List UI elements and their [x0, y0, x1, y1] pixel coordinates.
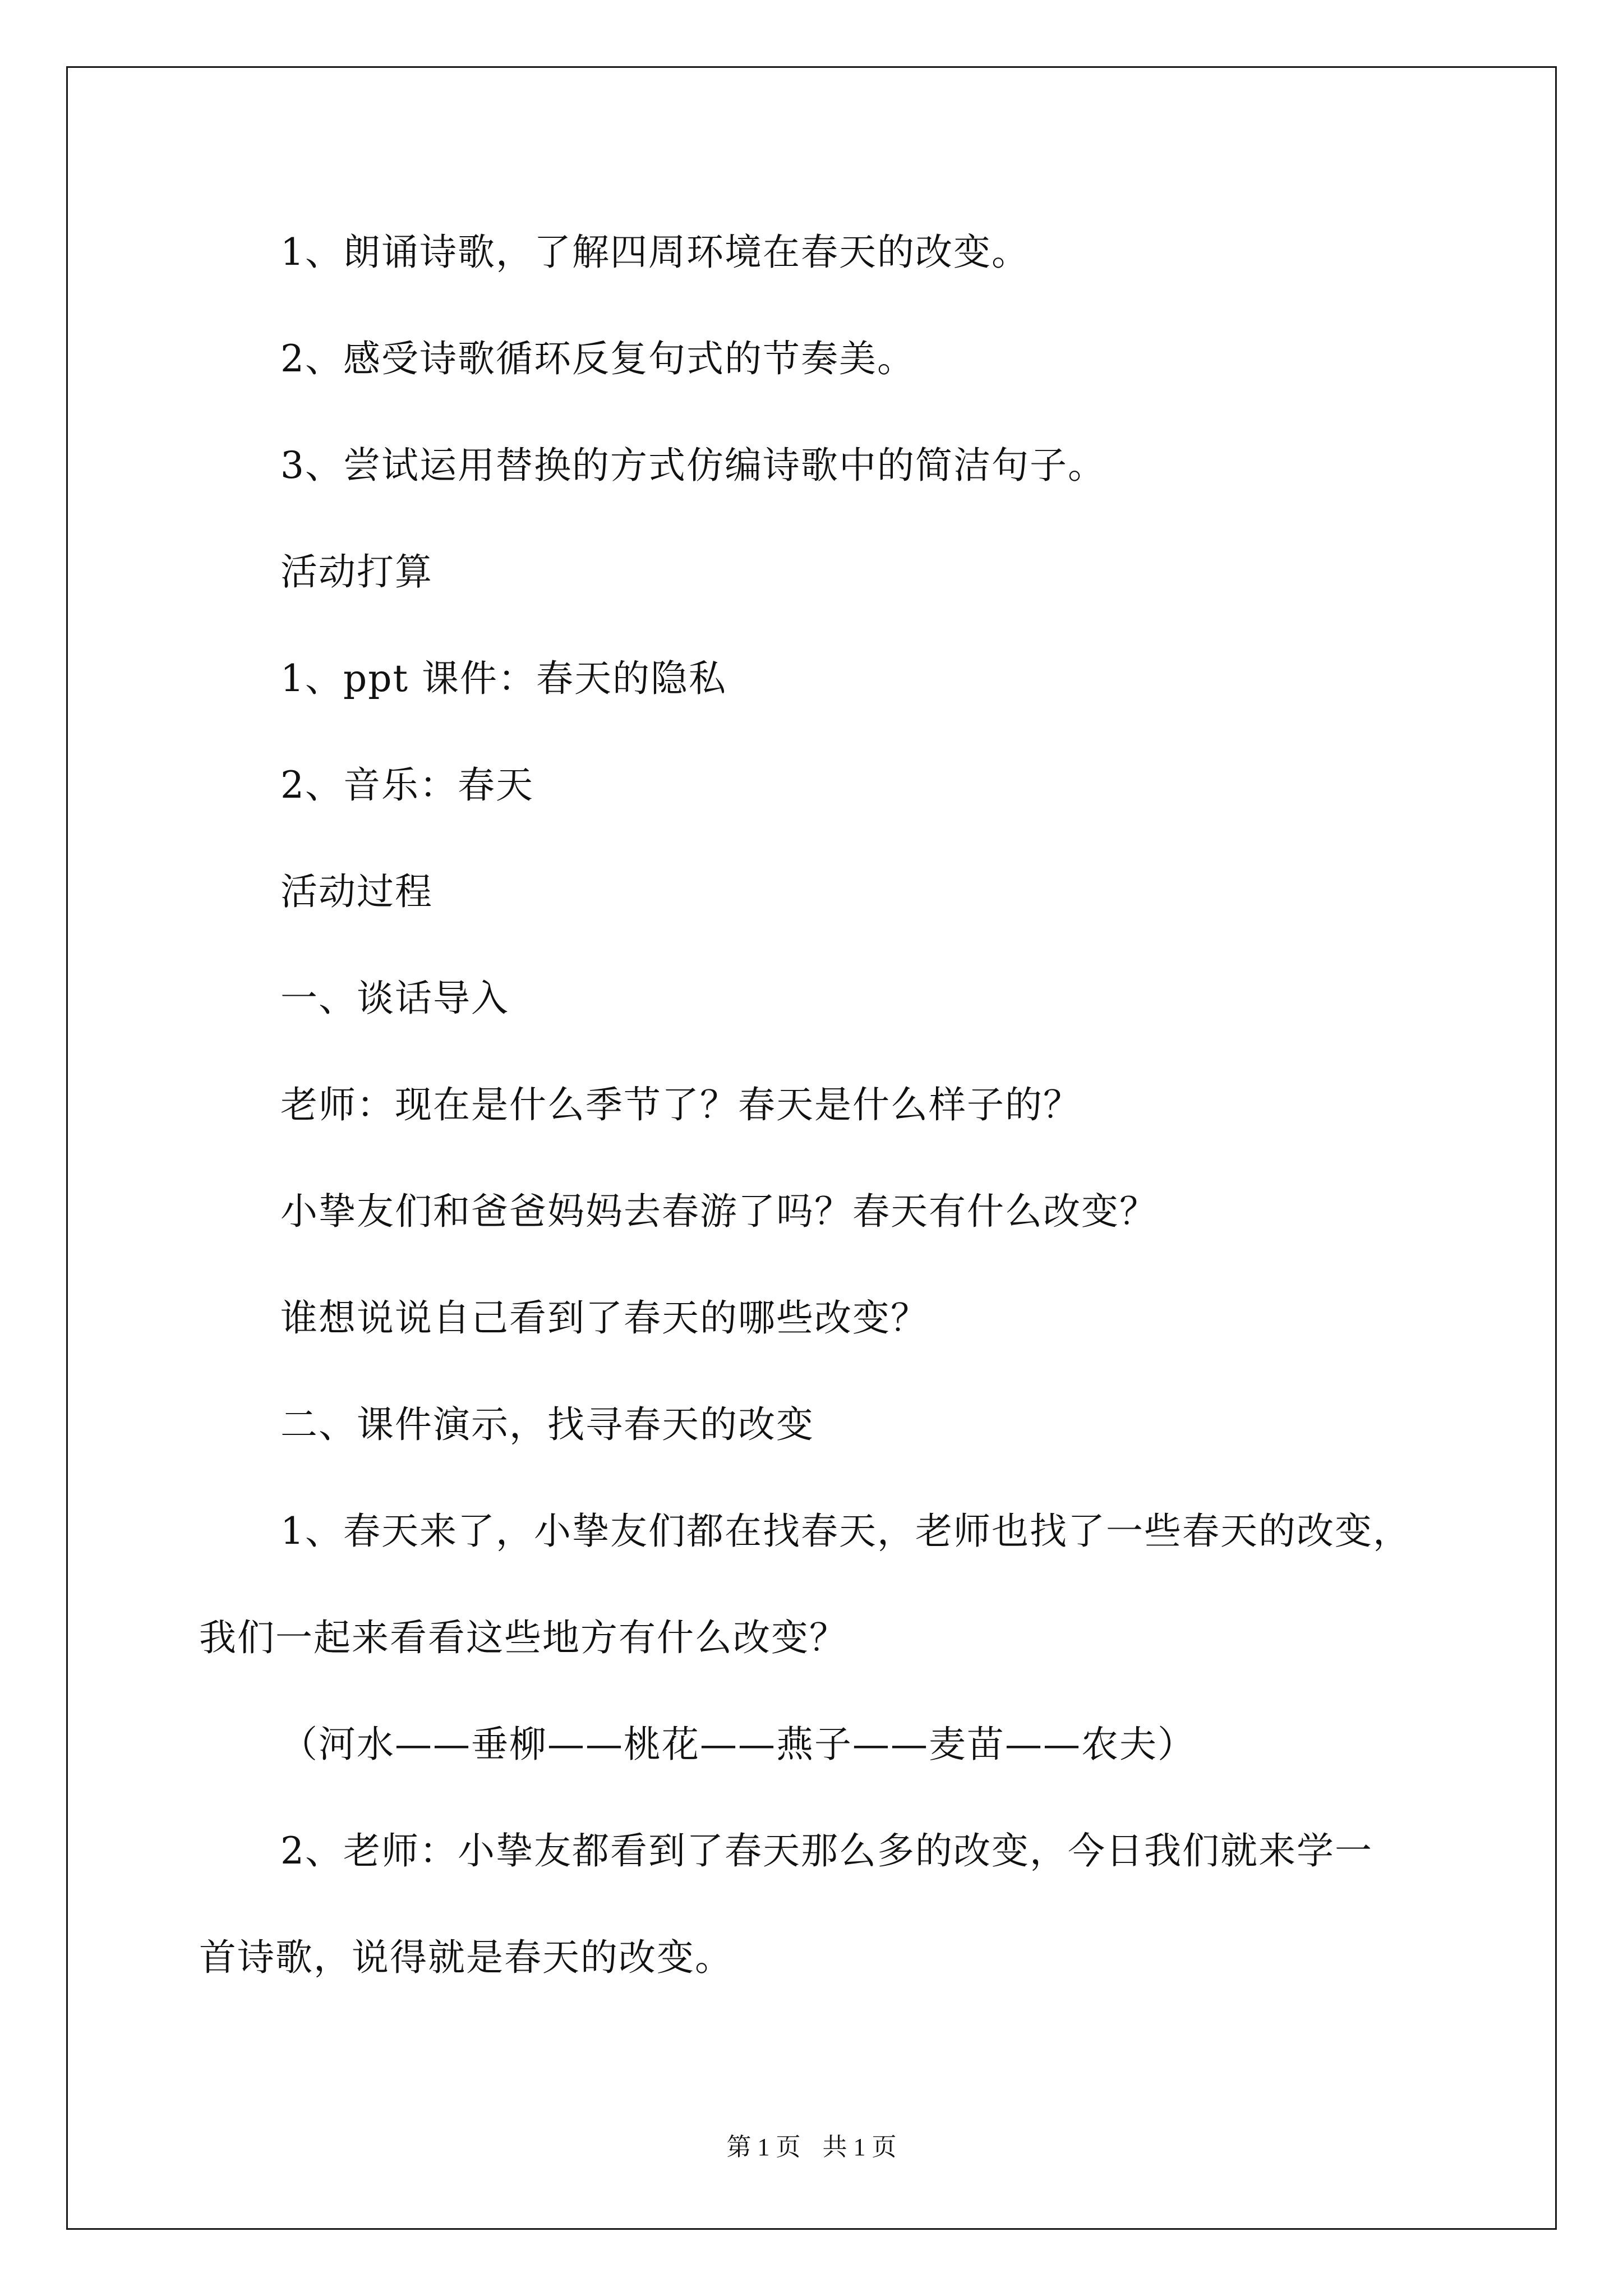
paragraph-objective-2: 2、感受诗歌循环反复句式的节奏美。: [280, 337, 915, 380]
page-footer: [0, 2132, 1623, 2163]
page-frame: [66, 66, 1557, 2230]
paragraph-spring-came-line1: 1、春天来了，小挚友们都在找春天，老师也找了一些春天的改变，: [280, 1510, 1411, 1553]
paragraph-prep-1: 1、ppt 课件：春天的隐私: [280, 657, 727, 700]
subheading-intro: 一、谈话导入: [280, 977, 509, 1020]
section-heading-preparation: 活动打算: [280, 550, 433, 593]
page-total: 共 1 页: [822, 2133, 897, 2161]
section-heading-process: 活动过程: [280, 870, 433, 913]
paragraph-objective-3: 3、尝试运用替换的方式仿编诗歌中的简洁句子。: [280, 444, 1106, 487]
paragraph-objective-1: 1、朗诵诗歌，了解四周环境在春天的改变。: [280, 231, 1030, 274]
paragraph-teacher-poem-line1: 2、老师：小挚友都看到了春天那么多的改变，今日我们就来学一: [280, 1829, 1373, 1872]
paragraph-who-talks: 谁想说说自己看到了春天的哪些改变？: [280, 1296, 929, 1340]
paragraph-spring-trip: 小挚友们和爸爸妈妈去春游了吗？春天有什么改变？: [280, 1190, 1158, 1233]
subheading-courseware: 二、课件演示，找寻春天的改变: [280, 1403, 814, 1446]
paragraph-teacher-question: 老师：现在是什么季节了？春天是什么样子的？: [280, 1083, 1081, 1126]
page-number: 第 1 页: [726, 2133, 801, 2161]
paragraph-prep-2: 2、音乐：春天: [280, 763, 534, 807]
paragraph-sequence: （河水——垂柳——桃花——燕子——麦苗——农夫）: [280, 1723, 1196, 1766]
paragraph-teacher-poem-line2: 首诗歌，说得就是春天的改变。: [199, 1936, 733, 1979]
paragraph-spring-came-line2: 我们一起来看看这些地方有什么改变？: [199, 1616, 847, 1659]
